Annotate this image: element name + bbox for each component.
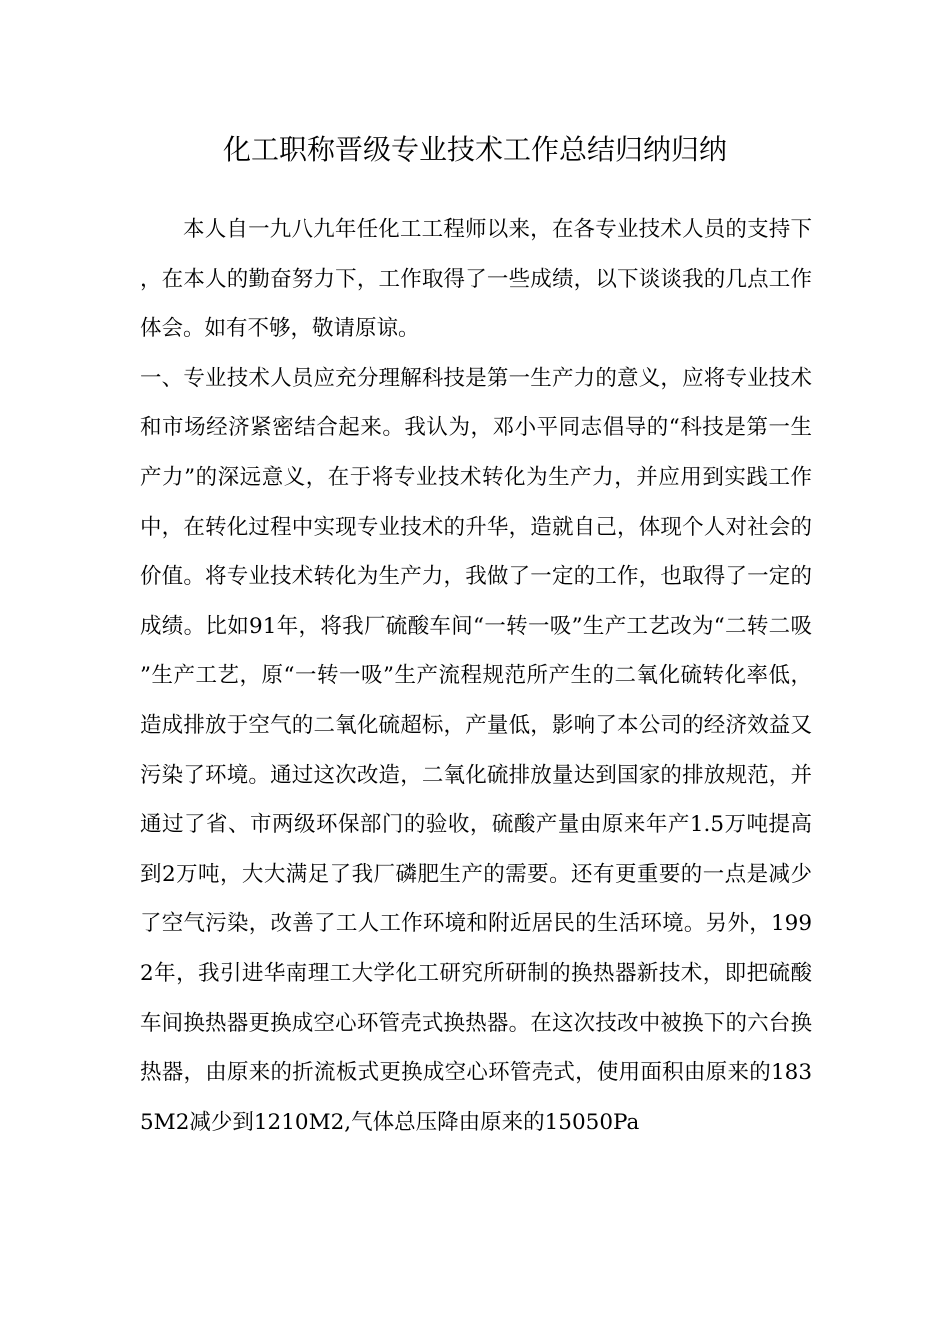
- paragraph-section-one: 一、专业技术人员应充分理解科技是第一生产力的意义，应将专业技术和市场经济紧密结合起来。我认为，邓小平同志倡导的“科技是第一生产力”的深远意义，在于将专业技术转化为生产力，并应用到实践工作中，在转化过程中实现专业技术的升华，造就自己，体现个人对社会的价值。将专业技术转化为生产力，我做了一定的工作，也取得了一定的成绩。比如91年，将我厂硫酸车间“一转一吸”生产工艺改为“二转二吸”生产工艺，原“一转一吸”生产流程规范所产生的二氧化硫转化率低，造成排放于空气的二氧化硫超标，产量低，影响了本公司的经济效益又污染了环境。通过这次改造，二氧化硫排放量达到国家的排放规范，并通过了省、市两级环保部门的验收，硫酸产量由原来年产1.5万吨提高到2万吨，大大满足了我厂磷肥生产的需要。还有更重要的一点是减少了空气污染，改善了工人工作环境和附近居民的生活环境。另外，1992年，我引进华南理工大学化工研究所研制的换热器新技术，即把硫酸车间换热器更换成空心环管壳式换热器。在这次技改中被换下的六台换热器，由原来的折流板式更换成空心环管壳式，使用面积由原来的1835M2减少到1210M2,气体总压降由原来的15050Pa: [140, 365, 812, 1135]
- document-body: [140, 205, 812, 1147]
- document-title: 化工职称晋级专业技术工作总结归纳归纳: [222, 133, 727, 166]
- paragraph-intro: 本人自一九八九年任化工工程师以来，在各专业技术人员的支持下，在本人的勤奋努力下，工作取得了一些成绩，以下谈谈我的几点工作体会。如有不够，敬请原谅。: [140, 217, 812, 342]
